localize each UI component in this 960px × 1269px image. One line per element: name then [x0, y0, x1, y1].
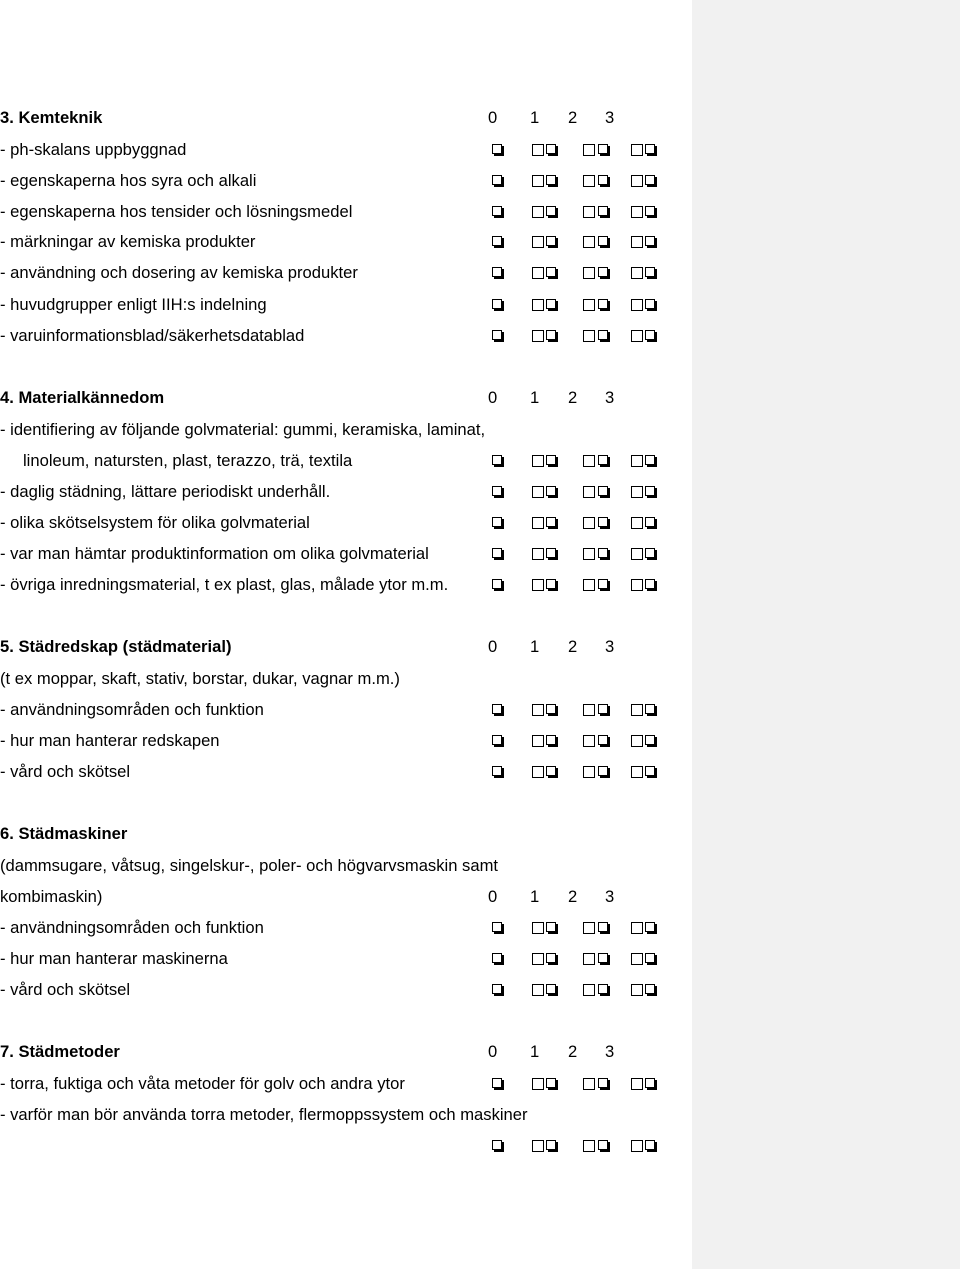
list-item — [0, 229, 692, 255]
checkbox-1[interactable] — [546, 984, 556, 994]
checkbox-0[interactable] — [492, 579, 502, 589]
checkbox-lead-1 — [532, 579, 544, 591]
item-label: - varför man bör använda torra metoder, flermoppssystem och maskiner — [0, 1105, 528, 1124]
rating-checkboxes — [488, 199, 668, 225]
checkbox-1[interactable] — [546, 517, 556, 527]
checkbox-3[interactable] — [645, 766, 655, 776]
checkbox-lead-1 — [532, 455, 544, 467]
rating-checkboxes — [488, 977, 668, 1003]
checkbox-lead-2 — [583, 267, 595, 279]
checkbox-3[interactable] — [645, 1078, 655, 1088]
checkbox-2[interactable] — [598, 766, 608, 776]
checkbox-2[interactable] — [598, 175, 608, 185]
checkbox-3[interactable] — [645, 455, 655, 465]
checkbox-2[interactable] — [598, 330, 608, 340]
scale-label-2: 2 — [568, 887, 578, 906]
scale-header — [488, 884, 638, 910]
checkbox-lead-1 — [532, 144, 544, 156]
list-item — [0, 915, 692, 941]
scale-label-1: 1 — [530, 1042, 540, 1061]
checkbox-3[interactable] — [645, 517, 655, 527]
checkbox-lead-2 — [583, 455, 595, 467]
checkbox-3[interactable] — [645, 735, 655, 745]
checkbox-lead-1 — [532, 330, 544, 342]
section-note — [0, 666, 692, 692]
scale-label-0: 0 — [488, 637, 498, 656]
checkbox-1[interactable] — [546, 579, 556, 589]
item-label: - hur man hanterar maskinerna — [0, 949, 228, 968]
scale-label-2: 2 — [568, 637, 578, 656]
list-item — [0, 292, 692, 318]
list-item — [0, 759, 692, 785]
list-item — [0, 479, 692, 505]
checkbox-0[interactable] — [492, 1078, 502, 1088]
checkbox-lead-2 — [583, 206, 595, 218]
checkbox-lead-1 — [532, 548, 544, 560]
note-label-continued: kombimaskin) — [0, 887, 103, 906]
checkbox-lead-2 — [583, 1078, 595, 1090]
checkbox-lead-1 — [532, 766, 544, 778]
item-label: - ph-skalans uppbyggnad — [0, 140, 187, 159]
checkbox-lead-2 — [583, 984, 595, 996]
checkbox-lead-2 — [583, 548, 595, 560]
list-item — [0, 448, 692, 474]
checkbox-3[interactable] — [645, 579, 655, 589]
checkbox-3[interactable] — [645, 953, 655, 963]
checkbox-0[interactable] — [492, 455, 502, 465]
scale-label-1: 1 — [530, 887, 540, 906]
item-label: - hur man hanterar redskapen — [0, 731, 220, 750]
checkbox-2[interactable] — [598, 267, 608, 277]
checkbox-0[interactable] — [492, 766, 502, 776]
rating-checkboxes — [488, 728, 668, 754]
checkbox-lead-2 — [583, 486, 595, 498]
checkbox-lead-3 — [631, 299, 643, 311]
checkbox-lead-2 — [583, 922, 595, 934]
checkbox-lead-3 — [631, 486, 643, 498]
checkbox-1[interactable] — [546, 144, 556, 154]
list-item — [0, 510, 692, 536]
item-label: - vård och skötsel — [0, 980, 131, 999]
checkbox-lead-3 — [631, 175, 643, 187]
checkbox-0[interactable] — [492, 299, 502, 309]
scale-header — [488, 105, 638, 131]
checkbox-lead-2 — [583, 299, 595, 311]
section-heading: 6. Städmaskiner — [0, 824, 128, 843]
checkbox-2[interactable] — [598, 984, 608, 994]
checkbox-lead-2 — [583, 236, 595, 248]
checkbox-1[interactable] — [546, 267, 556, 277]
checkbox-lead-3 — [631, 517, 643, 529]
checkbox-lead-2 — [583, 953, 595, 965]
checkbox-lead-1 — [532, 922, 544, 934]
checkbox-1[interactable] — [546, 766, 556, 776]
checkbox-0[interactable] — [492, 953, 502, 963]
section-note — [0, 884, 692, 910]
rating-checkboxes — [488, 541, 668, 567]
checkbox-2[interactable] — [598, 922, 608, 932]
checkbox-2[interactable] — [598, 579, 608, 589]
checkbox-2[interactable] — [598, 704, 608, 714]
checkbox-lead-3 — [631, 1078, 643, 1090]
scale-label-3: 3 — [605, 108, 615, 127]
section-6-header — [0, 821, 692, 847]
scale-header — [488, 634, 638, 660]
item-label: - torra, fuktiga och våta metoder för golv och andra ytor — [0, 1074, 405, 1093]
checkbox-lead-1 — [532, 517, 544, 529]
item-label: - identifiering av följande golvmaterial: gummi, keramiska, laminat, — [0, 420, 486, 439]
checkbox-1[interactable] — [546, 704, 556, 714]
checkbox-1[interactable] — [546, 455, 556, 465]
checkbox-lead-3 — [631, 1140, 643, 1152]
item-label: - vård och skötsel — [0, 762, 131, 781]
checkbox-lead-2 — [583, 517, 595, 529]
list-item — [0, 168, 692, 194]
checkbox-lead-1 — [532, 206, 544, 218]
checkbox-3[interactable] — [645, 236, 655, 246]
checkbox-lead-3 — [631, 984, 643, 996]
checkbox-1[interactable] — [546, 175, 556, 185]
checkbox-1[interactable] — [546, 299, 556, 309]
checkbox-0[interactable] — [492, 984, 502, 994]
checkbox-1[interactable] — [546, 1078, 556, 1088]
scale-label-0: 0 — [488, 1042, 498, 1061]
checkbox-lead-1 — [532, 1140, 544, 1152]
checkbox-lead-2 — [583, 175, 595, 187]
checkbox-lead-3 — [631, 144, 643, 156]
checkbox-lead-1 — [532, 267, 544, 279]
checkbox-0[interactable] — [492, 175, 502, 185]
checkbox-2[interactable] — [598, 517, 608, 527]
scale-header — [488, 1039, 638, 1065]
checkbox-2[interactable] — [598, 236, 608, 246]
list-item — [0, 199, 692, 225]
list-item — [0, 1071, 692, 1097]
checkbox-lead-2 — [583, 766, 595, 778]
checkbox-0[interactable] — [492, 704, 502, 714]
note-label: (dammsugare, våtsug, singelskur-, poler- och högvarvsmaskin samt — [0, 856, 499, 875]
item-label: - märkningar av kemiska produkter — [0, 232, 256, 251]
rating-checkboxes — [488, 137, 668, 163]
checkbox-0[interactable] — [492, 236, 502, 246]
checkbox-lead-1 — [532, 704, 544, 716]
note-label: (t ex moppar, skaft, stativ, borstar, dukar, vagnar m.m.) — [0, 669, 400, 688]
checkbox-2[interactable] — [598, 735, 608, 745]
checkbox-2[interactable] — [598, 486, 608, 496]
rating-checkboxes — [488, 479, 668, 505]
rating-checkboxes — [488, 946, 668, 972]
list-item — [0, 260, 692, 286]
rating-checkboxes — [488, 448, 668, 474]
checkbox-3[interactable] — [645, 175, 655, 185]
checkbox-lead-2 — [583, 144, 595, 156]
list-item — [0, 977, 692, 1003]
checkbox-lead-3 — [631, 236, 643, 248]
item-label: - egenskaperna hos tensider och lösningsmedel — [0, 202, 353, 221]
checkbox-lead-3 — [631, 267, 643, 279]
section-heading: 5. Städredskap (städmaterial) — [0, 637, 232, 656]
scale-label-3: 3 — [605, 1042, 615, 1061]
list-item — [0, 417, 692, 443]
checkbox-1[interactable] — [546, 236, 556, 246]
checkbox-lead-3 — [631, 330, 643, 342]
item-label-continued: linoleum, natursten, plast, terazzo, trä, textila — [23, 451, 353, 470]
checkbox-lead-1 — [532, 175, 544, 187]
item-label: - användningsområden och funktion — [0, 918, 264, 937]
list-item — [0, 728, 692, 754]
section-heading: 4. Materialkännedom — [0, 388, 165, 407]
checkbox-lead-3 — [631, 735, 643, 747]
checkbox-2[interactable] — [598, 1140, 608, 1150]
checkbox-1[interactable] — [546, 953, 556, 963]
list-item — [0, 572, 692, 598]
checkbox-3[interactable] — [645, 1140, 655, 1150]
item-label: - var man hämtar produktinformation om olika golvmaterial — [0, 544, 429, 563]
item-label: - huvudgrupper enligt IIH:s indelning — [0, 295, 267, 314]
checkbox-lead-3 — [631, 206, 643, 218]
section-note — [0, 853, 692, 879]
checkbox-lead-2 — [583, 1140, 595, 1152]
scale-header — [488, 385, 638, 411]
checkbox-3[interactable] — [645, 299, 655, 309]
checkbox-0[interactable] — [492, 330, 502, 340]
list-item-checkboxes — [0, 1133, 692, 1159]
checkbox-0[interactable] — [492, 517, 502, 527]
section-heading: 3. Kemteknik — [0, 108, 103, 127]
scale-label-0: 0 — [488, 388, 498, 407]
item-label: - användningsområden och funktion — [0, 700, 264, 719]
rating-checkboxes — [488, 292, 668, 318]
checkbox-0[interactable] — [492, 735, 502, 745]
checkbox-3[interactable] — [645, 704, 655, 714]
checkbox-lead-1 — [532, 486, 544, 498]
checkbox-3[interactable] — [645, 486, 655, 496]
checkbox-3[interactable] — [645, 144, 655, 154]
checkbox-lead-1 — [532, 984, 544, 996]
rating-checkboxes — [488, 260, 668, 286]
section-4-header — [0, 385, 692, 411]
checkbox-lead-1 — [532, 735, 544, 747]
scale-label-3: 3 — [605, 388, 615, 407]
checkbox-1[interactable] — [546, 486, 556, 496]
rating-checkboxes — [488, 510, 668, 536]
list-item — [0, 697, 692, 723]
checkbox-0[interactable] — [492, 486, 502, 496]
list-item — [0, 946, 692, 972]
rating-checkboxes — [488, 229, 668, 255]
item-label: - daglig städning, lättare periodiskt underhåll. — [0, 482, 331, 501]
item-label: - övriga inredningsmaterial, t ex plast, glas, målade ytor m.m. — [0, 575, 449, 594]
checkbox-0[interactable] — [492, 548, 502, 558]
checkbox-3[interactable] — [645, 922, 655, 932]
rating-checkboxes — [488, 572, 668, 598]
item-label: - användning och dosering av kemiska produkter — [0, 263, 358, 282]
section-7-header — [0, 1039, 692, 1065]
checkbox-1[interactable] — [546, 922, 556, 932]
checkbox-lead-3 — [631, 455, 643, 467]
checkbox-0[interactable] — [492, 922, 502, 932]
checkbox-lead-2 — [583, 735, 595, 747]
checkbox-3[interactable] — [645, 548, 655, 558]
checkbox-2[interactable] — [598, 299, 608, 309]
scale-label-2: 2 — [568, 1042, 578, 1061]
checkbox-0[interactable] — [492, 1140, 502, 1150]
section-3-header — [0, 105, 692, 131]
scale-label-3: 3 — [605, 637, 615, 656]
section-5-header — [0, 634, 692, 660]
checkbox-3[interactable] — [645, 984, 655, 994]
scale-label-1: 1 — [530, 637, 540, 656]
checkbox-3[interactable] — [645, 267, 655, 277]
list-item — [0, 1102, 692, 1128]
rating-checkboxes — [488, 697, 668, 723]
checkbox-0[interactable] — [492, 144, 502, 154]
scale-label-0: 0 — [488, 887, 498, 906]
item-label: - olika skötselsystem för olika golvmaterial — [0, 513, 310, 532]
comment-margin — [692, 0, 960, 1269]
checkbox-lead-2 — [583, 704, 595, 716]
scale-label-0: 0 — [488, 108, 498, 127]
checkbox-2[interactable] — [598, 455, 608, 465]
checkbox-lead-2 — [583, 579, 595, 591]
rating-checkboxes — [488, 915, 668, 941]
scale-label-3: 3 — [605, 887, 615, 906]
scale-label-1: 1 — [530, 108, 540, 127]
checkbox-0[interactable] — [492, 267, 502, 277]
checkbox-lead-3 — [631, 579, 643, 591]
checkbox-2[interactable] — [598, 1078, 608, 1088]
checkbox-lead-3 — [631, 548, 643, 560]
list-item — [0, 323, 692, 349]
checkbox-lead-2 — [583, 330, 595, 342]
rating-checkboxes — [488, 168, 668, 194]
checkbox-2[interactable] — [598, 548, 608, 558]
scale-label-1: 1 — [530, 388, 540, 407]
checkbox-3[interactable] — [645, 206, 655, 216]
checkbox-1[interactable] — [546, 206, 556, 216]
checkbox-lead-1 — [532, 299, 544, 311]
checkbox-0[interactable] — [492, 206, 502, 216]
checkbox-lead-1 — [532, 236, 544, 248]
checkbox-2[interactable] — [598, 206, 608, 216]
checkbox-lead-3 — [631, 922, 643, 934]
scale-label-2: 2 — [568, 108, 578, 127]
checkbox-lead-1 — [532, 953, 544, 965]
checkbox-1[interactable] — [546, 1140, 556, 1150]
checkbox-1[interactable] — [546, 330, 556, 340]
checkbox-lead-3 — [631, 766, 643, 778]
checkbox-3[interactable] — [645, 330, 655, 340]
checkbox-lead-1 — [532, 1078, 544, 1090]
rating-checkboxes — [488, 323, 668, 349]
item-label: - egenskaperna hos syra och alkali — [0, 171, 257, 190]
rating-checkboxes — [488, 1071, 668, 1097]
rating-checkboxes — [488, 759, 668, 785]
checkbox-2[interactable] — [598, 144, 608, 154]
checkbox-lead-3 — [631, 953, 643, 965]
checkbox-lead-3 — [631, 704, 643, 716]
section-heading: 7. Städmetoder — [0, 1042, 120, 1061]
list-item — [0, 137, 692, 163]
scale-label-2: 2 — [568, 388, 578, 407]
checkbox-1[interactable] — [546, 548, 556, 558]
checkbox-2[interactable] — [598, 953, 608, 963]
list-item — [0, 541, 692, 567]
checkbox-1[interactable] — [546, 735, 556, 745]
item-label: - varuinformationsblad/säkerhetsdatablad — [0, 326, 305, 345]
rating-checkboxes — [488, 1133, 668, 1159]
